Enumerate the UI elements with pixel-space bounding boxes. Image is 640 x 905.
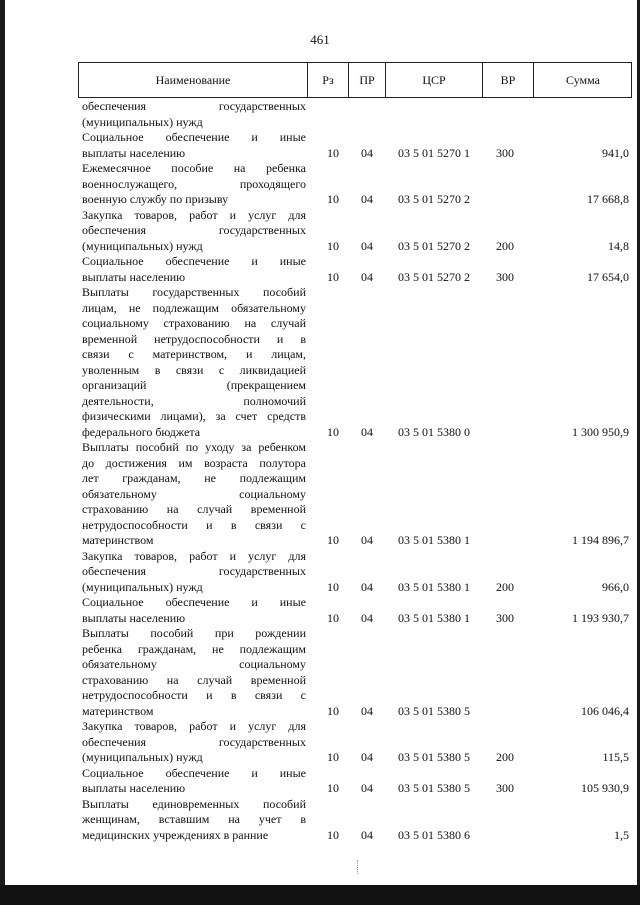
row-name-line: Закупка товаров, работ и услуг для [82, 719, 306, 733]
row-pr: 04 [361, 579, 373, 594]
row-name-line: обеспечения государственных [82, 99, 306, 113]
row-pr: 04 [361, 424, 373, 439]
row-name [82, 766, 306, 797]
row-rz: 10 [327, 192, 339, 206]
row-vr: 300 [496, 269, 514, 284]
row-name-line: обеспечения государственных [82, 223, 306, 237]
row-vr: 300 [496, 781, 514, 795]
row-name [82, 285, 306, 440]
row-name [82, 208, 306, 255]
row-sum: 1 194 896,7 [572, 533, 629, 547]
row-sum: 17 654,0 [587, 269, 629, 284]
row-sum: 14,8 [608, 238, 629, 253]
row-name-line: связи с материнством, и лицам, [82, 347, 306, 361]
row-name-line: (муниципальных) нужд [82, 238, 203, 253]
row-pr: 04 [361, 781, 373, 795]
row-sum: 1 300 950,9 [572, 424, 629, 439]
row-name-line: Социальное обеспечение и иные [82, 130, 306, 144]
row-name-line: до достижения им возраста полутора [82, 455, 306, 470]
header-pr: ПР [359, 72, 375, 87]
row-rz: 10 [327, 269, 339, 284]
header-name: Наименование [155, 72, 231, 87]
row-name [82, 130, 306, 161]
row-name-line: деятельности, полномочий [82, 393, 306, 408]
row-vr: 300 [496, 145, 514, 160]
row-name-line: Выплаты единовременных пособий [82, 796, 306, 811]
row-name-line: женщинам, вставшим на учет в [82, 812, 306, 826]
header-vr: ВР [500, 72, 516, 87]
row-name-line: обеспечения государственных [82, 734, 306, 749]
row-rz: 10 [327, 424, 339, 439]
row-pr: 04 [361, 145, 373, 160]
row-name-line: страхованию на случай временной [82, 672, 306, 687]
row-name [82, 626, 306, 719]
row-name-line: уволенным в связи с ликвидацией [82, 362, 306, 377]
header-csr: ЦСР [422, 72, 446, 87]
row-rz: 10 [327, 781, 339, 795]
row-rz: 10 [327, 238, 339, 253]
row-name-line: страхованию на случай временной [82, 502, 306, 516]
row-name [82, 719, 306, 766]
row-name-line: (муниципальных) нужд [82, 114, 203, 129]
row-name-line: выплаты населению [82, 145, 186, 160]
header-sum: Сумма [566, 72, 600, 87]
row-csr: 03 5 01 5270 2 [398, 269, 470, 284]
row-csr: 03 5 01 5380 1 [398, 533, 470, 547]
row-name [82, 595, 306, 626]
row-name-line: обязательному социальному [82, 657, 306, 671]
row-rz: 10 [327, 750, 339, 764]
row-csr: 03 5 01 5380 1 [398, 610, 470, 625]
row-name [82, 161, 306, 208]
row-csr: 03 5 01 5270 2 [398, 238, 470, 253]
row-name-line: ребенка гражданам, не подлежащим [82, 641, 306, 656]
row-name-line: (муниципальных) нужд [82, 579, 203, 594]
row-csr: 03 5 01 5380 5 [398, 781, 470, 795]
header-rz: Рз [322, 72, 334, 87]
row-name [82, 549, 306, 596]
row-name-line: Выплаты пособий по уходу за ребенком [82, 440, 306, 454]
row-name-line: обязательному социальному [82, 486, 306, 501]
row-name [82, 797, 306, 844]
row-name-line: Выплаты государственных пособий [82, 285, 306, 299]
row-name-line: Закупка товаров, работ и услуг для [82, 548, 306, 563]
row-name-line: федерального бюджета [82, 424, 201, 439]
row-sum: 941,0 [602, 145, 629, 160]
row-name-line: материнством [82, 703, 154, 718]
row-vr: 300 [496, 610, 514, 625]
row-csr: 03 5 01 5380 1 [398, 579, 470, 594]
row-name-line: военную службу по призыву [82, 192, 229, 206]
row-name-line: обеспечения государственных [82, 564, 306, 578]
row-name [82, 440, 306, 549]
row-name [82, 99, 306, 130]
row-name-line: Закупка товаров, работ и услуг для [82, 207, 306, 222]
row-vr: 200 [496, 579, 514, 594]
row-csr: 03 5 01 5270 1 [398, 145, 470, 160]
scan-edge-bottom [0, 885, 640, 905]
row-pr: 04 [361, 750, 373, 764]
row-pr: 04 [361, 238, 373, 253]
row-csr: 03 5 01 5270 2 [398, 192, 470, 206]
row-rz: 10 [327, 579, 339, 594]
row-name-line: медицинских учреждениях в ранние [82, 827, 269, 842]
row-name-line: организаций (прекращением [82, 378, 306, 392]
row-name-line: военнослужащего, проходящего [82, 176, 306, 191]
row-sum: 1,5 [614, 827, 629, 842]
row-name-line: Ежемесячное пособие на ребенка [82, 161, 306, 175]
row-sum: 105 930,9 [581, 781, 629, 795]
row-csr: 03 5 01 5380 5 [398, 703, 470, 718]
row-name-line: Социальное обеспечение и иные [82, 765, 306, 780]
row-name-line: выплаты населению [82, 610, 186, 625]
row-name-line: временной нетрудоспособности и в [82, 331, 306, 346]
row-pr: 04 [361, 827, 373, 842]
row-name-line: социальному страхованию на случай [82, 316, 306, 330]
row-rz: 10 [327, 827, 339, 842]
row-sum: 106 046,4 [581, 703, 629, 718]
row-pr: 04 [361, 610, 373, 625]
row-pr: 04 [361, 703, 373, 718]
row-csr: 03 5 01 5380 0 [398, 424, 470, 439]
row-name-line: Социальное обеспечение и иные [82, 254, 306, 268]
row-name-line: выплаты населению [82, 269, 186, 284]
row-name-line: материнством [82, 533, 154, 547]
row-name-line: лет гражданам, не подлежащим [82, 471, 306, 485]
row-rz: 10 [327, 533, 339, 547]
row-name-line: нетрудоспособности и в связи с [82, 517, 306, 532]
row-pr: 04 [361, 269, 373, 284]
row-csr: 03 5 01 5380 5 [398, 750, 470, 764]
row-name-line: нетрудоспособности и в связи с [82, 688, 306, 702]
row-name-line: (муниципальных) нужд [82, 750, 203, 764]
row-name-line: лицам, не подлежащим обязательному [82, 300, 306, 315]
row-sum: 1 193 930,7 [572, 610, 629, 625]
row-name-line: Социальное обеспечение и иные [82, 595, 306, 609]
row-vr: 200 [496, 750, 514, 764]
row-rz: 10 [327, 703, 339, 718]
row-name [82, 254, 306, 285]
row-sum: 966,0 [602, 579, 629, 594]
row-name-line: физическими лицами), за счет средств [82, 409, 306, 423]
row-sum: 115,5 [602, 750, 629, 764]
row-rz: 10 [327, 610, 339, 625]
row-pr: 04 [361, 192, 373, 206]
page-number: 461 [310, 32, 330, 47]
row-pr: 04 [361, 533, 373, 547]
row-vr: 200 [496, 238, 514, 253]
table-header [78, 62, 632, 98]
scan-edge-left [0, 0, 5, 905]
row-rz: 10 [327, 145, 339, 160]
row-sum: 17 668,8 [587, 192, 629, 206]
row-name-line: выплаты населению [82, 781, 186, 795]
scan-mark [357, 860, 360, 874]
row-name-line: Выплаты пособий при рождении [82, 626, 306, 640]
row-csr: 03 5 01 5380 6 [398, 827, 470, 842]
